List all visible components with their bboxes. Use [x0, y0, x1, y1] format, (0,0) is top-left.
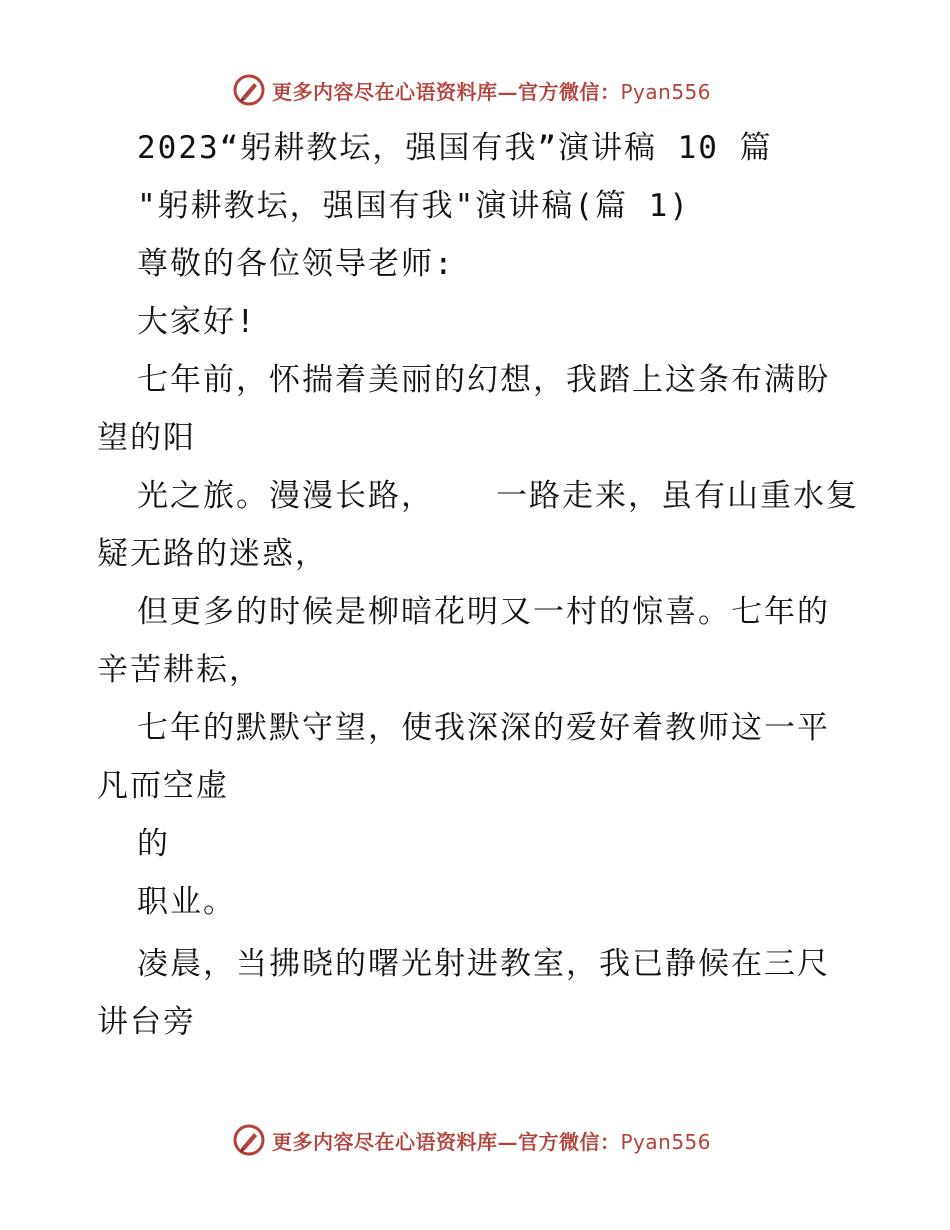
- salutation: 尊敬的各位领导老师:: [137, 246, 455, 282]
- paragraph-line: 的: [137, 826, 170, 862]
- watermark-text: 更多内容尽在心语资料库—官方微信：Pyan556: [272, 1129, 712, 1154]
- paragraph-line: 但更多的时候是柳暗花明又一村的惊喜。七年的: [137, 594, 830, 630]
- paragraph-line: 职业。: [137, 884, 236, 920]
- paragraph-line: 疑无路的迷惑，: [97, 536, 328, 572]
- paragraph-line: 光之旅。漫漫长路， 一路走来，虽有山重水复: [137, 478, 859, 514]
- top-watermark-banner: [232, 70, 711, 110]
- paragraph-line: 辛苦耕耘，: [97, 652, 262, 688]
- bottom-watermark-banner: [232, 1120, 711, 1160]
- watermark-text: 更多内容尽在心语资料库—官方微信：Pyan556: [272, 79, 712, 104]
- paragraph-line: 七年前，怀揣着美丽的幻想，我踏上这条布满盼: [137, 362, 830, 398]
- document-title: 2023“躬耕教坛，强国有我”演讲稿 10 篇: [137, 130, 773, 166]
- paragraph-line: 凌晨，当拂晓的曙光射进教室，我已静候在三尺: [137, 946, 830, 982]
- paragraph-line: 凡而空虚: [97, 768, 229, 804]
- document-subtitle: "躬耕教坛，强国有我"演讲稿(篇 1): [137, 188, 690, 224]
- wechat-id: Pyan556: [620, 79, 712, 104]
- greeting: 大家好!: [137, 304, 257, 340]
- paragraph-line: 讲台旁: [97, 1004, 196, 1040]
- wechat-id: Pyan556: [620, 1129, 712, 1154]
- paragraph-line: 七年的默默守望，使我深深的爱好着教师这一平: [137, 710, 830, 746]
- paragraph-line: 望的阳: [97, 420, 196, 456]
- pen-seal-logo-icon: [232, 73, 266, 107]
- pen-seal-logo-icon: [232, 1123, 266, 1157]
